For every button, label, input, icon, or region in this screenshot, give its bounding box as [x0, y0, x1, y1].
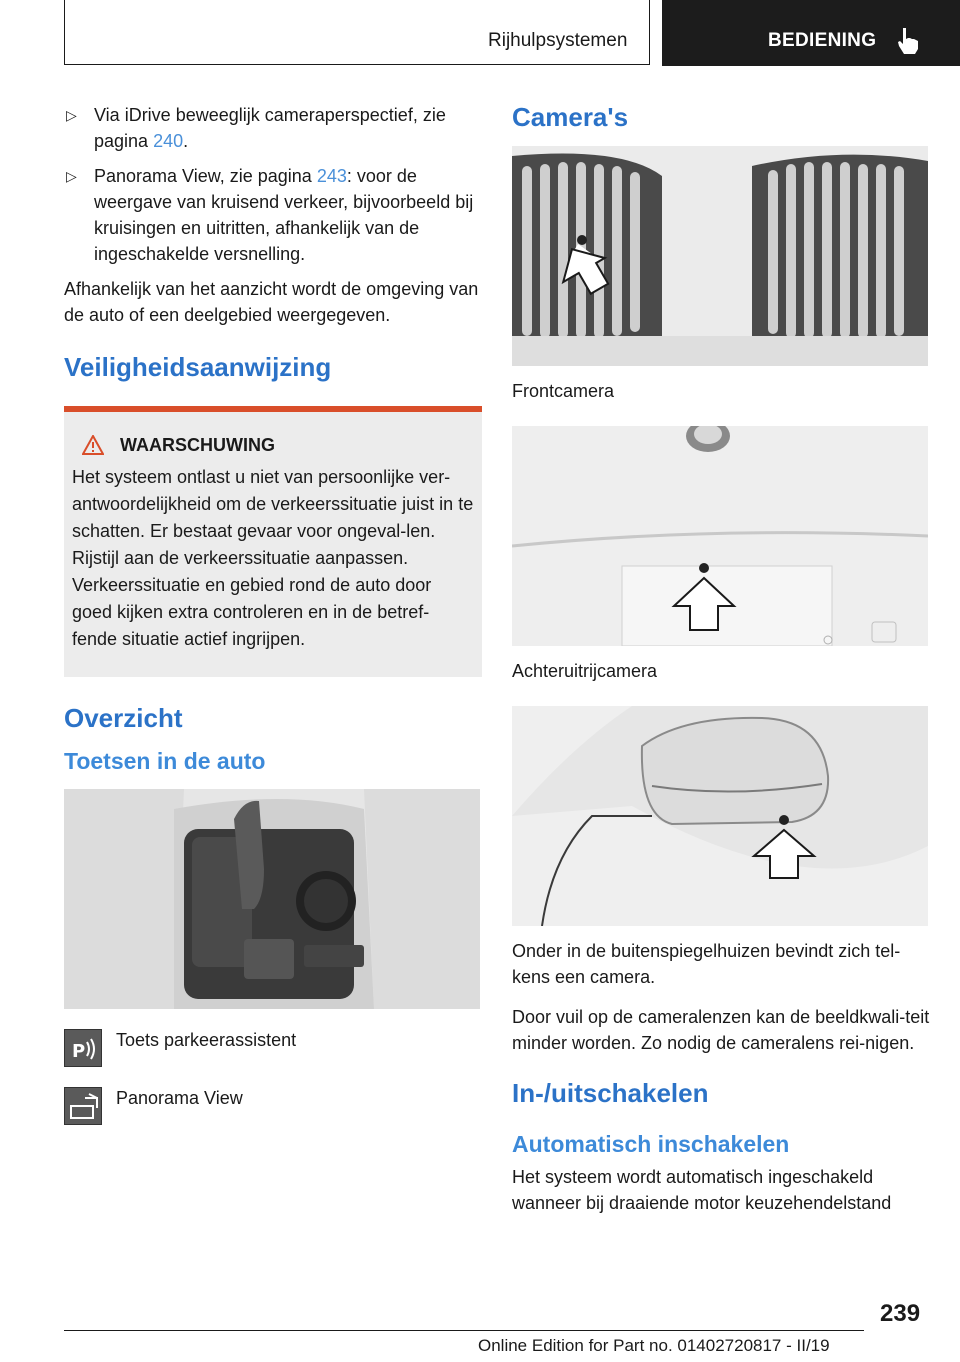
body-paragraph: Door vuil op de cameralenzen kan de beeldkwali-teit minder worden. Zo nodig de cameralens rei-nigen. [512, 1007, 930, 1053]
page-number: 239 [880, 1300, 921, 1327]
center-console-image [64, 789, 480, 1009]
rear-camera-image [512, 426, 928, 646]
key-park-assist [64, 1029, 482, 1067]
body-paragraph: Het systeem wordt automatisch ingeschakeld wanneer bij draaiende motor keuzehendelstand [512, 1167, 892, 1213]
body-paragraph: Onder in de buitenspiegelhuizen bevindt zich tel-kens een camera. [512, 941, 901, 987]
header-rule [64, 64, 650, 65]
svg-text:P: P [72, 1041, 86, 1062]
header-chapter-title: BEDIENING [768, 30, 877, 51]
heading-overview: Overzicht [64, 703, 183, 733]
caption-rear: Achteruitrijcamera [512, 661, 658, 681]
warning-body: Het systeem ontlast u niet van persoonlijke ver-antwoordelijkheid om de verkeerssituatie juist in te schatten. Er bestaat gevaar voor ongeval-len. Rijstijl aan de verkeerssituatie aanpassen. Verkeerssituatie en gebied rond de auto door goed kijken extra controleren en in de betref-fende situatie actief ingrijpen. [72, 467, 474, 649]
triangle-bullet-icon: ▷ [66, 107, 77, 123]
hand-pointer-icon [894, 26, 922, 56]
caption-front: Frontcamera [512, 381, 615, 401]
warning-triangle-icon [82, 435, 104, 455]
right-column [512, 102, 930, 1216]
warning-title: WAARSCHUWING [72, 432, 474, 458]
key-panorama-view [64, 1087, 482, 1125]
heading-safety: Veiligheidsaanwijzing [64, 352, 332, 382]
body-paragraph: Afhankelijk van het aanzicht wordt de omgeving van de auto of een deelgebied weergegeven. [64, 279, 479, 325]
heading-cameras: Camera's [512, 102, 629, 132]
left-column [64, 102, 482, 1125]
triangle-bullet-icon: ▷ [66, 168, 77, 184]
page-link[interactable]: 240 [153, 131, 184, 151]
front-camera-image [512, 146, 928, 366]
header-section-title: Rijhulpsystemen [488, 30, 628, 51]
footer-rule [64, 1330, 864, 1331]
header-left-rule [64, 0, 65, 64]
mirror-camera-image [512, 706, 928, 926]
park-assist-icon [64, 1029, 102, 1067]
subheading-auto: Automatisch inschakelen [512, 1131, 790, 1157]
page-link[interactable]: 243 [316, 166, 347, 186]
subheading-buttons: Toetsen in de auto [64, 748, 266, 774]
panorama-view-icon [64, 1087, 102, 1125]
list-item: ▷ Via iDrive beweeglijk cameraperspectief, zie pagina 240. [64, 102, 482, 154]
heading-onoff: In-/uitschakelen [512, 1078, 709, 1108]
list-item: ▷ Panorama View, zie pagina 243: voor de weergave van kruisend verkeer, bijvoorbeeld bij kruisingen en uitritten, afhankelijk van de ingeschakelde versnelling. [64, 163, 482, 267]
header-divider [649, 0, 650, 64]
warning-box [64, 406, 482, 677]
footer-edition: Online Edition for Part no. 01402720817 - II/19 [478, 1336, 830, 1355]
key-label: Toets parkeerassistent [116, 1030, 297, 1050]
key-label: Panorama View [116, 1088, 243, 1108]
